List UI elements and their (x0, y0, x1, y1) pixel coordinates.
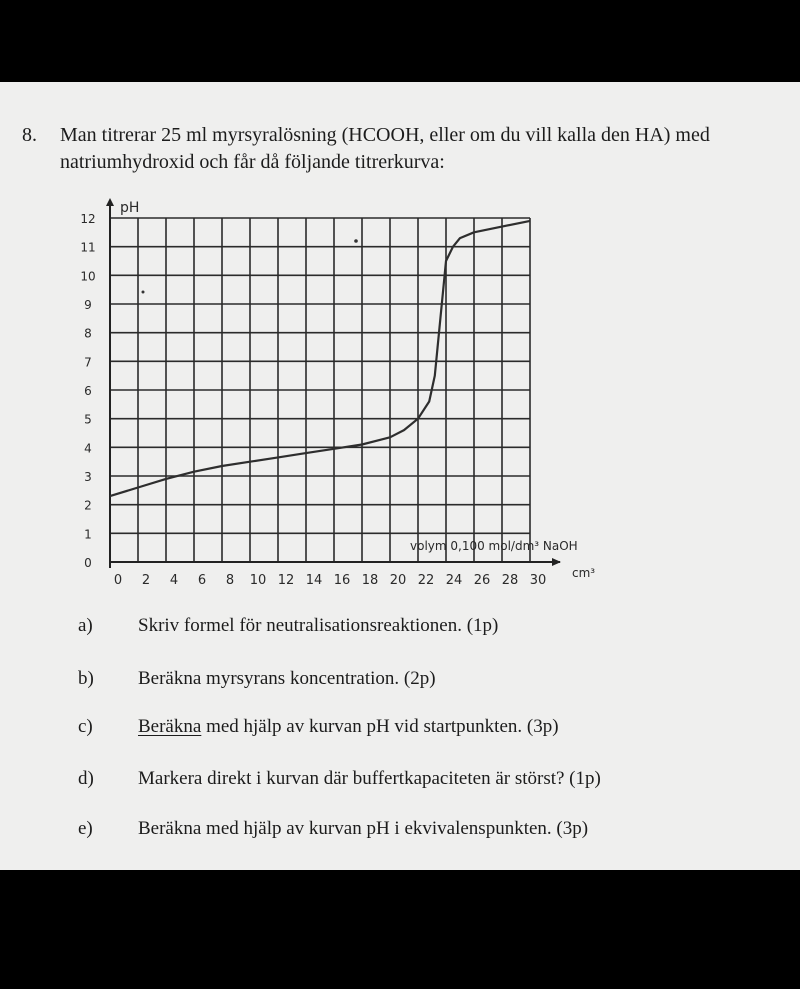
x-tick-label: 4 (169, 573, 179, 588)
x-tick-label: 0 (113, 573, 123, 588)
y-tick-label: 7 (84, 355, 92, 370)
task-letter: b) (78, 668, 94, 689)
x-tick-label: 8 (225, 573, 235, 588)
y-axis-arrow (106, 198, 114, 206)
y-tick-label: 2 (84, 498, 92, 513)
x-tick-label: 26 (473, 573, 491, 588)
y-axis-label: pH (120, 200, 140, 216)
y-tick-label: 5 (84, 412, 92, 427)
pen-dot (142, 291, 145, 294)
x-tick-label: 20 (389, 573, 407, 588)
y-tick-label: 9 (84, 298, 92, 312)
y-tick-label: 6 (84, 384, 92, 398)
chart-curve (110, 221, 530, 496)
task-letter: d) (78, 768, 94, 789)
x-tick-label: 30 (529, 573, 547, 588)
x-tick-label: 22 (417, 573, 435, 588)
task-text: Markera direkt i kurvan där buffertkapaciteten är störst? (1p) (138, 768, 601, 789)
y-tick-label: 8 (84, 326, 92, 341)
x-tick-label: 24 (445, 573, 463, 588)
x-tick-label: 12 (277, 573, 295, 588)
x-tick-label: 28 (501, 573, 519, 588)
y-tick-label: 3 (84, 470, 92, 484)
y-tick-label: 0 (84, 556, 92, 570)
task-letter: e) (78, 818, 93, 839)
x-tick-label: 18 (361, 573, 379, 588)
task-letter: a) (78, 615, 93, 636)
titration-curve-line (110, 221, 530, 496)
task-letter: c) (78, 716, 93, 737)
task-text: Skriv formel för neutralisationsreaktionen. (1p) (138, 615, 499, 636)
question-number: 8. (22, 124, 37, 146)
chart-grid (110, 218, 530, 562)
x-axis-unit: cm³ (572, 566, 596, 580)
x-axis-arrow (552, 558, 561, 566)
x-tick-label: 14 (305, 573, 323, 588)
y-tick-label: 11 (80, 240, 96, 255)
underlined-word: Beräkna (138, 716, 202, 737)
y-tick-label: 12 (80, 212, 96, 226)
task-text: Beräkna myrsyrans koncentration. (2p) (138, 668, 436, 689)
x-tick-label: 6 (197, 573, 207, 588)
question-text: Man titrerar 25 ml myrsyralösning (HCOOH, eller om du vill kalla den HA) med natriumhydroxid och får då följande titrerkurva: (60, 124, 710, 173)
x-tick-label: 16 (333, 573, 351, 588)
x-tick-label: 10 (249, 573, 267, 588)
task-text: Beräkna med hjälp av kurvan pH i ekvivalenspunkten. (3p) (138, 818, 589, 839)
task-text-rest: med hjälp av kurvan pH vid startpunkten. (3p) (201, 716, 559, 737)
pen-dot (354, 239, 358, 243)
y-tick-label: 1 (84, 527, 92, 542)
y-tick-label: 10 (80, 269, 96, 284)
y-tick-label: 4 (84, 441, 92, 456)
x-axis-label: volym 0,100 mol/dm³ NaOH (410, 539, 578, 553)
chart-tick-labels (80, 212, 546, 588)
x-tick-label: 2 (141, 573, 151, 588)
